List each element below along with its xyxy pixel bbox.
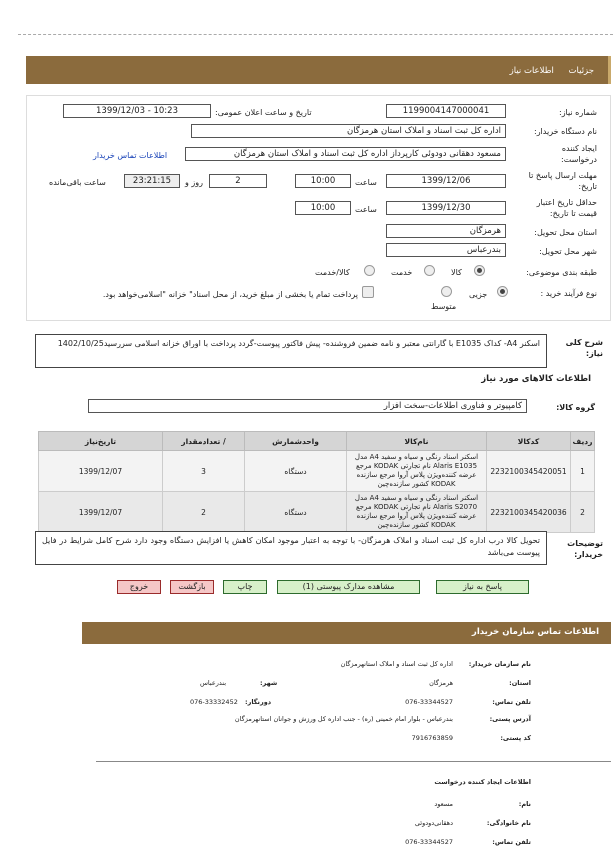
goods-group-field: کامپیوتر و فناوری اطلاعات-سخت افزار xyxy=(88,399,527,413)
reply-deadline-label: مهلت ارسال پاسخ تا تاریخ: xyxy=(528,171,597,191)
creator-phone-value: 076-33344527 xyxy=(405,838,453,846)
process-partial-label: جزیی xyxy=(469,290,488,299)
requester-field: مسعود دهقانی دودوئی کارپرداز اداره کل ثبت اسناد و املاک استان هرمزگان xyxy=(185,147,506,161)
table-row xyxy=(39,451,595,492)
org-name-value: اداره کل ثبت اسناد و املاک استانهرمزگان xyxy=(340,660,453,668)
cell-unit: دستگاه xyxy=(245,492,347,533)
general-desc-box: اسکنر A4- کداک E1035 با گارانتی معتبر و نامه ضمین فروشنده- پیش فاکتور پیوست-گردد پرداخت با اوراق خزانه اسلامی سررسید1402/10/25 xyxy=(35,334,547,368)
cell-code: 2232100345420036 xyxy=(487,492,571,533)
process-type-label: نوع فرآیند خرید : xyxy=(540,289,597,298)
general-desc-label: شرح کلی نیاز: xyxy=(565,338,603,358)
process-medium-label: متوسط xyxy=(431,302,457,311)
contact-phone-label: تلفن تماس: xyxy=(492,698,531,706)
exit-button[interactable]: خروج xyxy=(117,580,161,594)
need-number-label: شماره نیاز: xyxy=(559,108,597,117)
reply-date-field: 1399/12/06 xyxy=(386,174,506,188)
contact-province-label: استان: xyxy=(509,679,531,687)
contact-postal-label: کد پستی: xyxy=(500,734,531,742)
tab-details[interactable]: جزئیات xyxy=(568,66,594,76)
creator-name-label: نام: xyxy=(518,800,531,808)
reply-time-field: 10:00 xyxy=(295,174,351,188)
creator-name-value: مسعود xyxy=(434,800,453,808)
announce-datetime-label: تاریخ و ساعت اعلان عمومی: xyxy=(215,108,312,117)
creator-family-label: نام خانوادگی: xyxy=(486,819,531,827)
reply-days-field: 2 xyxy=(209,174,267,188)
treasury-checkbox[interactable] xyxy=(362,286,374,298)
contact-city-label: شهر: xyxy=(260,679,278,687)
creator-family-value: دهقانی‌دودوئی xyxy=(414,819,453,827)
category-goods-service-radio[interactable] xyxy=(364,265,375,276)
reply-button[interactable]: پاسخ به نیاز xyxy=(436,580,529,594)
contact-province-value: هرمزگان xyxy=(429,679,453,687)
need-number-field: 1199004147000041 xyxy=(386,104,506,118)
validity-date-field: 1399/12/30 xyxy=(386,201,506,215)
creator-header: اطلاعات ایجاد کننده درخواست xyxy=(434,778,531,786)
back-button[interactable]: بازگشت xyxy=(170,580,214,594)
province-field: هرمزگان xyxy=(386,224,506,238)
cell-row: 2 xyxy=(571,492,595,533)
validity-time-field: 10:00 xyxy=(295,201,351,215)
category-goods-service-label: کالا/خدمت xyxy=(315,268,350,277)
view-docs-button[interactable]: مشاهده مدارک پیوستی (1) xyxy=(277,580,420,594)
tab-need-info[interactable]: اطلاعات نیاز xyxy=(509,66,554,76)
province-label: استان محل تحویل: xyxy=(534,228,597,237)
cell-code: 2232100345420051 xyxy=(487,451,571,492)
header-bar xyxy=(26,56,611,84)
col-unit-header: واحدشمارش xyxy=(245,432,347,451)
col-name-header: نام‌کالا xyxy=(347,432,487,451)
print-button[interactable]: چاپ xyxy=(223,580,267,594)
reply-hour-label: ساعت xyxy=(355,178,377,187)
remaining-time-field: 23:21:15 xyxy=(124,174,180,188)
cell-qty: 3 xyxy=(163,451,245,492)
cell-date: 1399/12/07 xyxy=(39,451,163,492)
cell-unit: دستگاه xyxy=(245,451,347,492)
buyer-org-label: نام دستگاه خریدار: xyxy=(534,127,597,136)
category-label: طبقه بندی موضوعی: xyxy=(526,268,597,277)
category-service-radio[interactable] xyxy=(424,265,435,276)
requester-label: ایجاد کننده درخواست: xyxy=(561,144,597,164)
announce-datetime-field: 1399/12/03 - 10:23 xyxy=(63,104,211,118)
process-medium-radio[interactable] xyxy=(441,286,452,297)
city-field: بندرعباس xyxy=(386,243,506,257)
cell-row: 1 xyxy=(571,451,595,492)
category-service-label: خدمت xyxy=(391,268,413,277)
contact-phone-value: 076-33344527 xyxy=(405,698,453,706)
category-goods-label: کالا xyxy=(451,268,462,277)
validity-hour-label: ساعت xyxy=(355,205,377,214)
buyer-contact-link[interactable]: اطلاعات تماس خریدار xyxy=(93,151,168,160)
creator-phone-label: تلفن تماس: xyxy=(492,838,531,846)
contact-address-label: آدرس پستی: xyxy=(489,715,531,723)
col-qty-header: / تعدادمقدار xyxy=(163,432,245,451)
remaining-label: ساعت باقی‌مانده xyxy=(49,178,106,187)
buyer-notes-label: توضیحات خریدار: xyxy=(567,539,603,559)
cell-date: 1399/12/07 xyxy=(39,492,163,533)
contact-header: اطلاعات تماس سازمان خریدار xyxy=(82,622,611,644)
col-date-header: تاریخ‌نیاز xyxy=(39,432,163,451)
top-divider xyxy=(18,34,613,35)
price-validity-label: حداقل تاریخ اعتبار قیمت تا تاریخ: xyxy=(536,198,597,218)
goods-table xyxy=(38,431,595,533)
contact-city-value: بندرعباس xyxy=(200,679,227,687)
cell-qty: 2 xyxy=(163,492,245,533)
contact-fax-label: دورنگار: xyxy=(245,698,272,706)
col-row-header: ردیف xyxy=(571,432,595,451)
process-partial-radio[interactable] xyxy=(497,286,508,297)
cell-name: اسکنر اسناد رنگی و سیاه و سفید A4 مدل Alaris S2070 نام تجارتی KODAK مرجع عرضه کننده‌ویژن پلاس آروا مرجع سازنده KODAK کشور سازنده‌چین xyxy=(347,492,487,533)
goods-info-heading: اطلاعات کالاهای مورد نیاز xyxy=(481,374,591,384)
category-goods-radio[interactable] xyxy=(474,265,485,276)
table-row xyxy=(39,492,595,533)
buyer-org-field: اداره کل ثبت اسناد و املاک استان هرمزگان xyxy=(191,124,506,138)
buyer-notes-box: تحویل کالا درب اداره کل ثبت اسناد و املاک هرمزگان- با توجه به اعتبار موجود امکان کاهش یا افزایش دستگاه وجود دارد شرح کامل شرایط در فایل پیوست می‌باشد xyxy=(35,531,547,565)
contact-address-value: بندرعباس - بلوار امام خمینی (ره) - جنب اداره کل ورزش و جوانان استانهرمزگان xyxy=(234,715,453,723)
goods-group-label: گروه کالا: xyxy=(556,403,595,412)
cell-name: اسکنر اسناد رنگی و سیاه و سفید A4 مدل Alaris E1035 نام تجارتی KODAK مرجع عرضه کننده‌ویژن پلاس آروا مرجع سازنده KODAK کشور سازنده‌چین xyxy=(347,451,487,492)
contact-divider xyxy=(96,761,611,762)
treasury-payment-note: پرداخت تمام یا بخشی از مبلغ خرید، از محل اسناد" خزانه "اسلامی‌خواهد بود. xyxy=(102,290,358,299)
contact-postal-value: 7916763859 xyxy=(411,734,453,742)
city-label: شهر محل تحویل: xyxy=(539,247,597,256)
org-name-label: نام سازمان خریدار: xyxy=(468,660,531,668)
day-label: روز و xyxy=(185,178,203,187)
contact-fax-value: 076-33332452 xyxy=(190,698,238,706)
col-code-header: کدکالا xyxy=(487,432,571,451)
